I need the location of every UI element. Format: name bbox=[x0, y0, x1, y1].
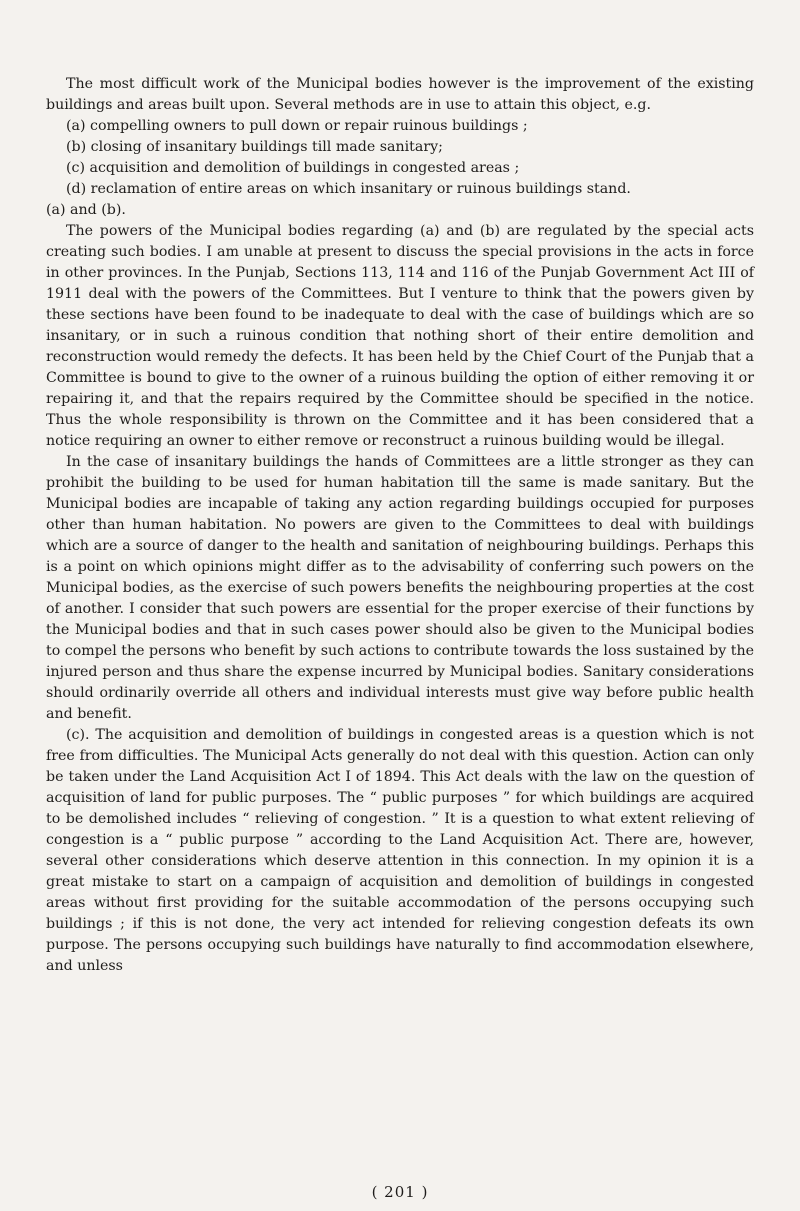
method-item-a: (a) compelling owners to pull down or repair ruinous buildings ; bbox=[66, 118, 528, 134]
acquisition-paragraph: (c). The acquisition and demolition of buildings in congested areas is a question which is not free from difficulties. The Municipal Acts generally do not deal with this question. Action can only be taken under the Land Acquisition Act I of 1894. This Act deals with the law on the question of acquisition of land for public purposes. The “ public purposes ” for which buildings are acquired to be demolished includes “ relieving of congestion. ” It is a question to what extent relieving of congestion is a “ public purpose ” according to the Land Acquisition Act. There are, however, several other considerations which deserve attention in this connection. In my opinion it is a great mistake to start on a campaign of acquisition and demolition of buildings in congested areas without first providing for the suitable accommodation of the persons occupying such buildings ; if this is not done, the very act intended for relieving congestion defeats its own purpose. The persons occupying such buildings have naturally to find accommodation elsewhere, and unless bbox=[46, 727, 754, 974]
intro-paragraph: The most difficult work of the Municipal bodies however is the improvement of the existing buildings and areas built upon. Several methods are in use to attain this object, e.g. bbox=[46, 76, 754, 113]
method-item-b: (b) closing of insanitary buildings till made sanitary; bbox=[66, 139, 443, 155]
powers-paragraph: The powers of the Municipal bodies regarding (a) and (b) are regulated by the special acts creating such bodies. I am unable at present to discuss the special provisions in the acts in force in other provinces. In the Punjab, Sections 113, 114 and 116 of the Punjab Government Act III of 1911 deal with the powers of the Committees. But I venture to think that the powers given by these sections have been found to be inadequate to deal with the case of buildings which are so insanitary, or in such a ruinous condition that nothing short of their entire demolition and reconstruction would remedy the defects. It has been held by the Chief Court of the Punjab that a Committee is bound to give to the owner of a ruinous building the option of either removing it or repairing it, and that the repairs required by the Committee should be specified in the notice. Thus the whole responsibility is thrown on the Committee and it has been considered that a notice requiring an owner to either remove or reconstruct a ruinous building would be illegal. bbox=[46, 223, 754, 449]
section-heading-ab: (a) and (b). bbox=[46, 202, 126, 218]
method-item-d: (d) reclamation of entire areas on which insanitary or ruinous buildings stand. bbox=[66, 181, 631, 197]
body-text bbox=[46, 74, 754, 977]
insanitary-paragraph: In the case of insanitary buildings the hands of Committees are a little stronger as they can prohibit the building to be used for human habitation till the same is made sanitary. But the Municipal bodies are incapable of taking any action regarding buildings occupied for purposes other than human habitation. No powers are given to the Committees to deal with buildings which are a source of danger to the health and sanitation of neighbouring buildings. Perhaps this is a point on which opinions might differ as to the advisability of conferring such powers on the Municipal bodies, as the exercise of such powers benefits the neighbouring properties at the cost of another. I consider that such powers are essential for the proper exercise of their functions by the Municipal bodies and that in such cases power should also be given to the Municipal bodies to compel the persons who benefit by such actions to contribute towards the loss sustained by the injured person and thus share the expense incurred by Municipal bodies. Sanitary considerations should ordinarily override all others and individual interests must give way before public health and benefit. bbox=[46, 454, 754, 722]
page-number: ( 201 ) bbox=[371, 1183, 429, 1201]
method-item-c: (c) acquisition and demolition of buildings in congested areas ; bbox=[66, 160, 520, 176]
